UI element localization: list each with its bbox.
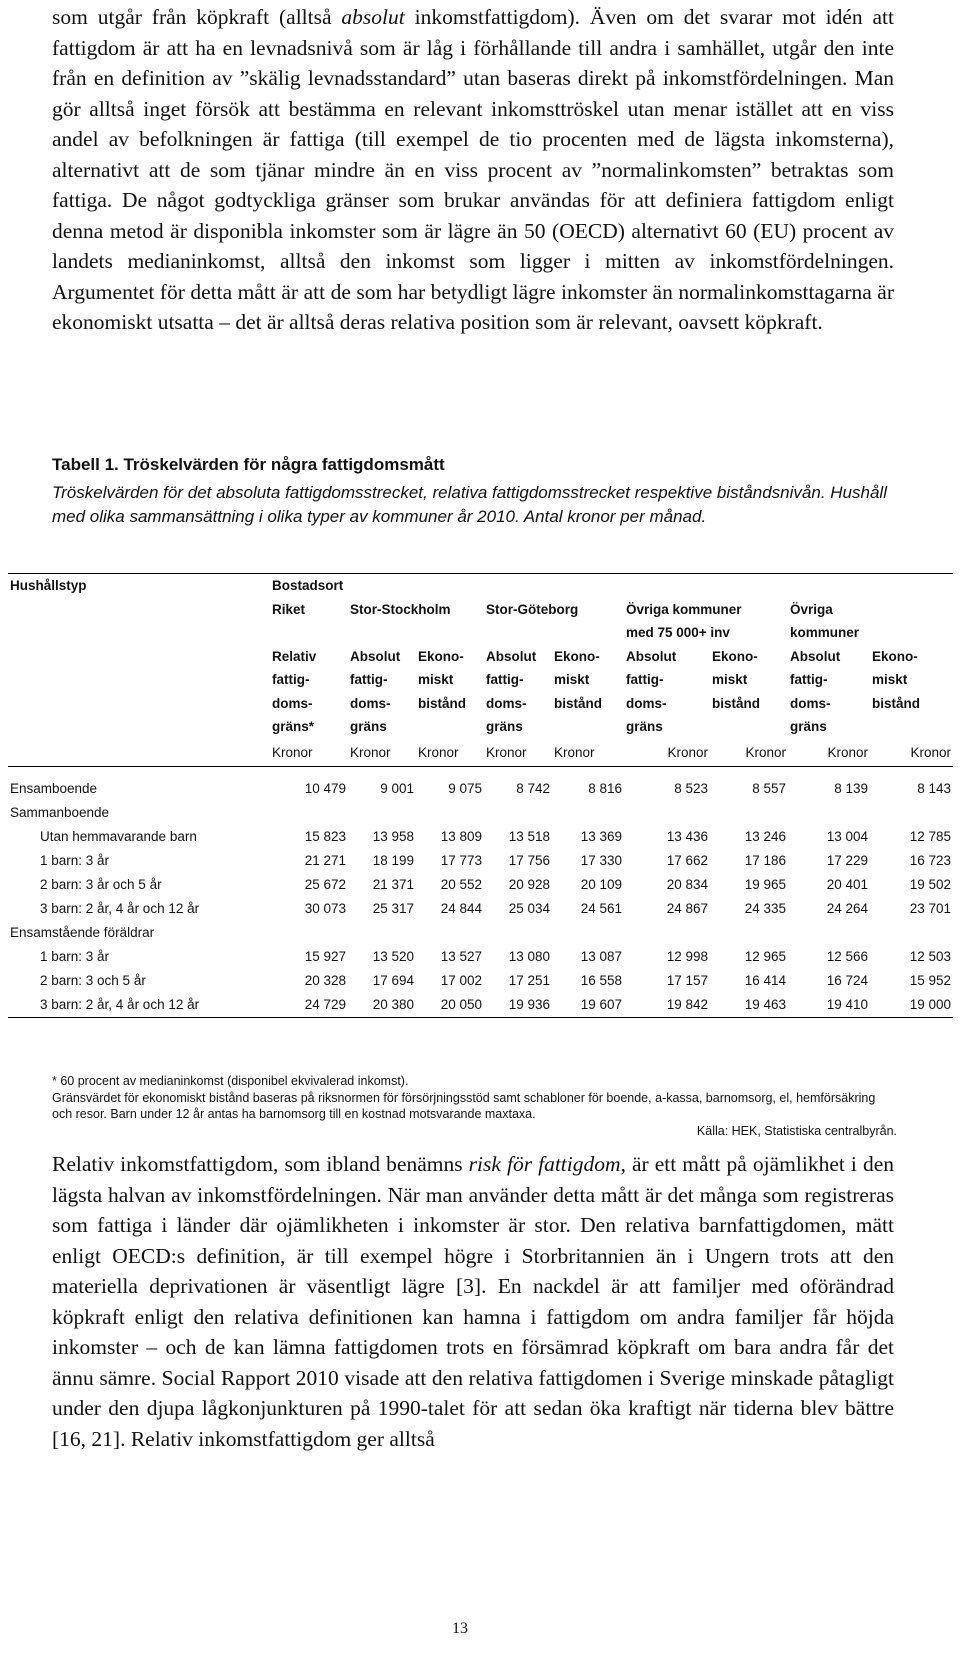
group-label-sammanboende: Sammanboende — [10, 805, 110, 820]
header-row-4 — [8, 645, 953, 669]
table-cell: 30 073 — [304, 901, 346, 916]
subheader-text: miskt — [418, 672, 454, 688]
row-label: 3 barn: 2 år, 4 år och 12 år — [40, 901, 200, 916]
page-number: 13 — [452, 1620, 468, 1637]
table-cell: 16 723 — [909, 853, 952, 868]
unit-label: Kronor — [416, 739, 484, 767]
subheader-ekono: Ekono- — [418, 648, 464, 664]
note-footnote: * 60 procent av medianinkomst (disponibel ekvivalerad inkomst). — [52, 1074, 409, 1088]
table-cell: 12 965 — [744, 949, 786, 964]
para2-prefix: Relativ inkomstfattigdom, som ibland benämns — [52, 1152, 469, 1176]
table-cell: 13 520 — [372, 949, 414, 964]
subheader-text: gräns — [350, 719, 387, 735]
table-notes — [52, 1073, 897, 1139]
table-cell: 12 785 — [909, 829, 952, 844]
subheader-text: fattig- — [350, 672, 388, 688]
subheader-text: fattig- — [626, 672, 664, 688]
table-cell: 16 724 — [826, 973, 868, 988]
table-cell: 21 371 — [372, 877, 414, 892]
unit-label: Kronor — [484, 739, 552, 767]
table-cell: 12 503 — [909, 949, 952, 964]
table-cell: 19 410 — [788, 993, 870, 1018]
subheader-ekono: Ekono- — [872, 648, 918, 664]
subheader-text: miskt — [872, 672, 908, 688]
table-cell: 21 271 — [304, 853, 346, 868]
subheader-ekono: Ekono- — [554, 648, 600, 664]
table-cell: 24 729 — [270, 993, 348, 1018]
subheader-text: bistånd — [418, 695, 467, 711]
table-cell: 9 001 — [380, 781, 414, 796]
header-ovriga: Övriga — [790, 601, 833, 617]
subheader-text: fattig- — [486, 672, 524, 688]
subheader-text: doms- — [626, 695, 667, 711]
table-cell: 19 463 — [710, 993, 788, 1018]
group-row — [8, 921, 953, 945]
subheader-text: gräns — [486, 719, 523, 735]
table-cell: 20 380 — [348, 993, 416, 1018]
header-stockholm: Stor-Stockholm — [350, 601, 451, 617]
body-paragraph-2 — [52, 1149, 894, 1454]
threshold-table — [8, 573, 953, 1018]
para2-rest: , är ett mått på ojämlikhet i den lägsta halvan av inkomstfördelningen. När man använder detta mått är det många som registreras som fattiga i länder där ojämlikheten i inkomster är stor. Den relativa barnfattigdomen, mätt enligt OECD:s definition, är till exempel högre i Storbritannien än i Ungern trots att den materiella deprivationen är väsentligt lägre [3]. En nackdel är att familjer med oförändrad köpkraft enligt den relativa definitionen kan hamna i fattigdom om andra familjer får höjda inkomster – och de kan lämna fattigdomen trots en försämrad köpkraft om bara andra får det ännu sämre. Social Rapport 2010 visade att den relativa fattigdomen i Sverige minskade påtagligt under den djupa lågkonjunkturen på 1990-talet för att sedan öka kraftigt när tiderna blev bättre [16, 21]. Relativ inkomstfattigdom ger alltså — [52, 1152, 894, 1451]
subheader-absolut: Absolut — [626, 648, 677, 664]
subheader-text: miskt — [712, 672, 748, 688]
table-cell: 20 834 — [666, 877, 708, 892]
subheader-absolut: Absolut — [790, 648, 841, 664]
table-cell: 17 157 — [666, 973, 708, 988]
table-row — [8, 825, 953, 849]
subheader-text: doms- — [790, 695, 831, 711]
table-cell: 24 335 — [744, 901, 786, 916]
table-cell: 18 199 — [372, 853, 414, 868]
subheader-text: doms- — [272, 695, 313, 711]
subheader-text: fattig- — [272, 672, 310, 688]
table-cell: 13 518 — [508, 829, 550, 844]
header-ovriga-line2: kommuner — [790, 625, 860, 641]
unit-label: Kronor — [624, 739, 710, 767]
table-cell: 13 004 — [826, 829, 868, 844]
note-bistand: Gränsvärdet för ekonomiskt bistånd baseras på riksnormen för försörjningsstöd samt schabloner för boende, a-kassa, barnomsorg, el, hemförsäkring och resor. Barn under 12 år antas ha barnomsorg till en kostnad motsvarande maxtaxa. — [52, 1090, 876, 1121]
unit-label: Kronor — [270, 739, 348, 767]
row-label: Ensamboende — [10, 781, 98, 796]
para1-prefix: som utgår från köpkraft (alltså — [52, 5, 342, 29]
subheader-text: gräns — [790, 719, 827, 735]
header-row-7 — [8, 715, 953, 739]
subheader-text: doms- — [350, 695, 391, 711]
table-cell: 10 479 — [304, 781, 346, 796]
row-label: 3 barn: 2 år, 4 år och 12 år — [8, 993, 270, 1018]
subheader-text: bistånd — [872, 695, 921, 711]
table-cell: 8 742 — [516, 781, 550, 796]
subheader-text: bistånd — [712, 695, 761, 711]
group-row — [8, 801, 953, 825]
table-cell: 20 328 — [304, 973, 346, 988]
header-row-6 — [8, 692, 953, 716]
table-cell: 13 087 — [580, 949, 622, 964]
table-cell: 8 557 — [752, 781, 786, 796]
para1-italic: absolut — [341, 5, 405, 29]
table-cell: 17 251 — [508, 973, 550, 988]
table-row — [8, 777, 953, 801]
body-paragraph-1 — [52, 2, 894, 338]
table-cell: 25 317 — [372, 901, 414, 916]
header-row-5 — [8, 668, 953, 692]
table-cell: 17 330 — [580, 853, 622, 868]
table-cell: 24 264 — [826, 901, 868, 916]
header-riket: Riket — [272, 601, 306, 617]
subheader-absolut: Absolut — [350, 648, 401, 664]
table-cell: 16 558 — [580, 973, 622, 988]
table-cell: 9 075 — [448, 781, 482, 796]
para1-rest: inkomstfattigdom). Även om det svarar mot idén att fattigdom är att ha en levnadsnivå som är låg i förhållande till andra i samhället, utgår den inte från en definition av ”skälig levnadsstandard” utan baseras direkt på inkomstfördelningen. Man gör alltså inget försök att bestämma en relevant inkomsttröskel utan menar istället att en viss andel av befolkningen är fattiga (till exempel de tio procenten med de lägsta inkomsterna), alternativt att de som tjänar mindre än en viss procent av ”normalinkomsten” betraktas som fattiga. De något godtyckliga gränser som brukar användas för att definiera fattigdom enligt denna metod är disponibla inkomster som är lägre än 50 (OECD) alternativt 60 (EU) procent av landets medianinkomst, alltså den inkomst som ligger i mitten av inkomstfördelningen. Argumentet för detta mått är att de som har betydligt lägre inkomster än normalinkomsttagarna är ekonomiskt utsatta – det är alltså deras relativa position som är relevant, oavsett köpkraft. — [52, 5, 895, 334]
table-cell: 12 566 — [826, 949, 868, 964]
subheader-relativ: Relativ — [272, 648, 317, 664]
row-label: 2 barn: 3 och 5 år — [40, 973, 146, 988]
table-cell: 13 369 — [580, 829, 622, 844]
table-cell: 8 523 — [674, 781, 708, 796]
row-label: 1 barn: 3 år — [40, 949, 110, 964]
table-cell: 20 109 — [580, 877, 622, 892]
table-cell: 19 000 — [870, 993, 953, 1018]
table-cell: 19 965 — [744, 877, 786, 892]
subheader-text: fattig- — [790, 672, 828, 688]
table-cell: 20 928 — [508, 877, 550, 892]
table-row — [8, 945, 953, 969]
table-cell: 15 952 — [909, 973, 952, 988]
table-cell: 15 823 — [304, 829, 346, 844]
subheader-ekono: Ekono- — [712, 648, 758, 664]
table-cell: 8 139 — [834, 781, 868, 796]
subheader-text: gräns* — [272, 719, 315, 735]
table-cell: 15 927 — [304, 949, 346, 964]
table-cell: 19 842 — [624, 993, 710, 1018]
unit-label: Kronor — [552, 739, 624, 767]
table-cell: 8 816 — [588, 781, 622, 796]
unit-row — [8, 739, 953, 767]
note-source: Källa: HEK, Statistiska centralbyrån. — [696, 1123, 897, 1138]
table-cell: 19 607 — [552, 993, 624, 1018]
header-hushallstyp: Hushållstyp — [8, 574, 270, 598]
table-cell: 13 246 — [744, 829, 786, 844]
header-row-2 — [8, 598, 953, 622]
table-cell: 17 229 — [826, 853, 868, 868]
subheader-text: gräns — [626, 719, 663, 735]
table-row — [8, 873, 953, 897]
table-caption-title: Tabell 1. Tröskelvärden för några fattigdomsmått — [52, 455, 445, 474]
header-ovriga75-line2: med 75 000+ inv — [626, 625, 730, 641]
table-cell: 24 867 — [666, 901, 708, 916]
table-cell: 19 502 — [909, 877, 952, 892]
header-ovriga75: Övriga kommuner — [626, 601, 742, 617]
table-cell: 13 080 — [508, 949, 550, 964]
table-caption-description: Tröskelvärden för det absoluta fattigdomsstrecket, relativa fattigdomsstrecket respektive biståndsnivån. Hushåll med olika sammansättning i olika typer av kommuner år 2010. Antal kronor per månad. — [52, 483, 887, 526]
table-cell: 17 662 — [666, 853, 708, 868]
header-bostadsort: Bostadsort — [270, 574, 953, 598]
table-cell: 19 936 — [484, 993, 552, 1018]
subheader-text: doms- — [486, 695, 527, 711]
table-cell: 23 701 — [909, 901, 952, 916]
table-cell: 25 034 — [508, 901, 550, 916]
subheader-text: bistånd — [554, 695, 603, 711]
table-cell: 13 958 — [372, 829, 414, 844]
table-cell: 20 401 — [826, 877, 868, 892]
row-label: Utan hemmavarande barn — [40, 829, 197, 844]
table-cell: 20 050 — [416, 993, 484, 1018]
table-row — [8, 969, 953, 993]
table-cell: 24 561 — [580, 901, 622, 916]
table-cell: 13 809 — [440, 829, 482, 844]
header-row-1 — [8, 574, 953, 598]
table-row — [8, 897, 953, 921]
row-label: 1 barn: 3 år — [40, 853, 110, 868]
table-cell: 24 844 — [440, 901, 482, 916]
table-cell: 25 672 — [304, 877, 346, 892]
table-cell: 17 773 — [440, 853, 482, 868]
table-cell: 17 186 — [744, 853, 786, 868]
table-cell: 16 414 — [744, 973, 786, 988]
unit-label: Kronor — [788, 739, 870, 767]
header-goteborg: Stor-Göteborg — [486, 601, 579, 617]
subheader-text: miskt — [554, 672, 590, 688]
table-cell: 17 694 — [372, 973, 414, 988]
header-row-3 — [8, 621, 953, 645]
unit-label: Kronor — [348, 739, 416, 767]
subheader-absolut: Absolut — [486, 648, 537, 664]
row-label: 2 barn: 3 år och 5 år — [40, 877, 162, 892]
unit-label: Kronor — [870, 739, 953, 767]
table-row — [8, 993, 953, 1018]
table-cell: 17 756 — [508, 853, 550, 868]
para2-italic: risk för fattigdom — [468, 1152, 621, 1176]
table-cell: 17 002 — [440, 973, 482, 988]
table-cell: 12 998 — [666, 949, 708, 964]
group-label-ensamstaende: Ensamstående föräldrar — [10, 925, 155, 940]
table-cell: 20 552 — [440, 877, 482, 892]
unit-label: Kronor — [710, 739, 788, 767]
table-cell: 13 436 — [666, 829, 708, 844]
table-cell: 13 527 — [440, 949, 482, 964]
table-cell: 8 143 — [917, 781, 952, 796]
table-row — [8, 849, 953, 873]
